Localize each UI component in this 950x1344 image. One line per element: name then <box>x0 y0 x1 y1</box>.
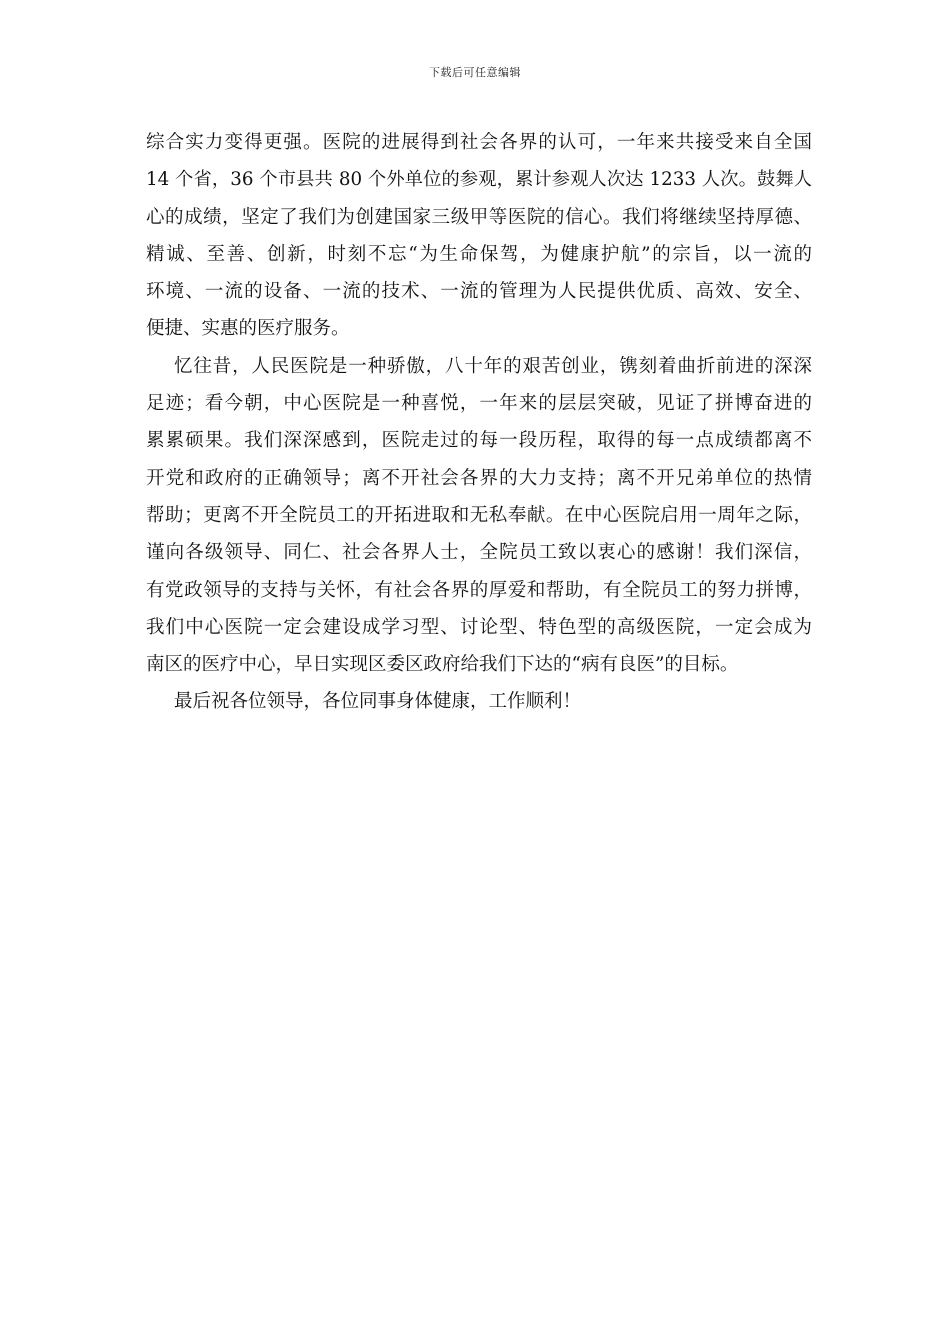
paragraph-line: 综合实力变得更强。医院的进展得到社会各界的认可，一年来共接受来自全国 <box>146 132 812 153</box>
header-note: 下载后可任意编辑 <box>429 66 521 79</box>
paragraph-line: 精诚、至善、创新，时刻不忘“为生命保驾，为健康护航”的宗旨，以一流的 <box>146 243 812 265</box>
paragraph-line: 14 个省，36 个市县共 80 个外单位的参观，累计参观人次达 1233 人次。鼓舞人 <box>146 169 812 191</box>
paragraph-line: 忆往昔，人民医院是一种骄傲，八十年的艰苦创业，镌刻着曲折前进的深深 <box>174 355 812 377</box>
paragraph-line: 我们中心医院一定会建设成学习型、讨论型、特色型的高级医院，一定会成为 <box>146 616 812 638</box>
paragraph-line: 环境、一流的设备、一流的技术、一流的管理为人民提供优质、高效、安全、 <box>146 281 812 303</box>
paragraph-line: 帮助；更离不开全院员工的开拓进取和无私奉献。在中心医院启用一周年之际， <box>146 504 812 526</box>
paragraph-line: 南区的医疗中心，早日实现区委区政府给我们下达的“病有良医”的目标。 <box>146 654 739 676</box>
document-body <box>146 124 812 721</box>
paragraph-line: 便捷、实惠的医疗服务。 <box>146 318 350 340</box>
paragraph-line: 开党和政府的正确领导；离不开社会各界的大力支持；离不开兄弟单位的热情 <box>146 467 812 489</box>
paragraph-line: 谨向各级领导、同仁、社会各界人士，全院员工致以衷心的感谢！我们深信， <box>146 542 812 564</box>
paragraph-line: 累累硕果。我们深深感到，医院走过的每一段历程，取得的每一点成绩都离不 <box>146 430 812 452</box>
paragraph-line: 有党政领导的支持与关怀，有社会各界的厚爱和帮助，有全院员工的努力拼博， <box>146 579 812 601</box>
paragraph-line: 足迹；看今朝，中心医院是一种喜悦，一年来的层层突破，见证了拼博奋进的 <box>146 393 812 415</box>
paragraph-line: 心的成绩，坚定了我们为创建国家三级甲等医院的信心。我们将继续坚持厚德、 <box>146 206 812 228</box>
closing-line: 最后祝各位领导，各位同事身体健康，工作顺利！ <box>174 691 582 713</box>
